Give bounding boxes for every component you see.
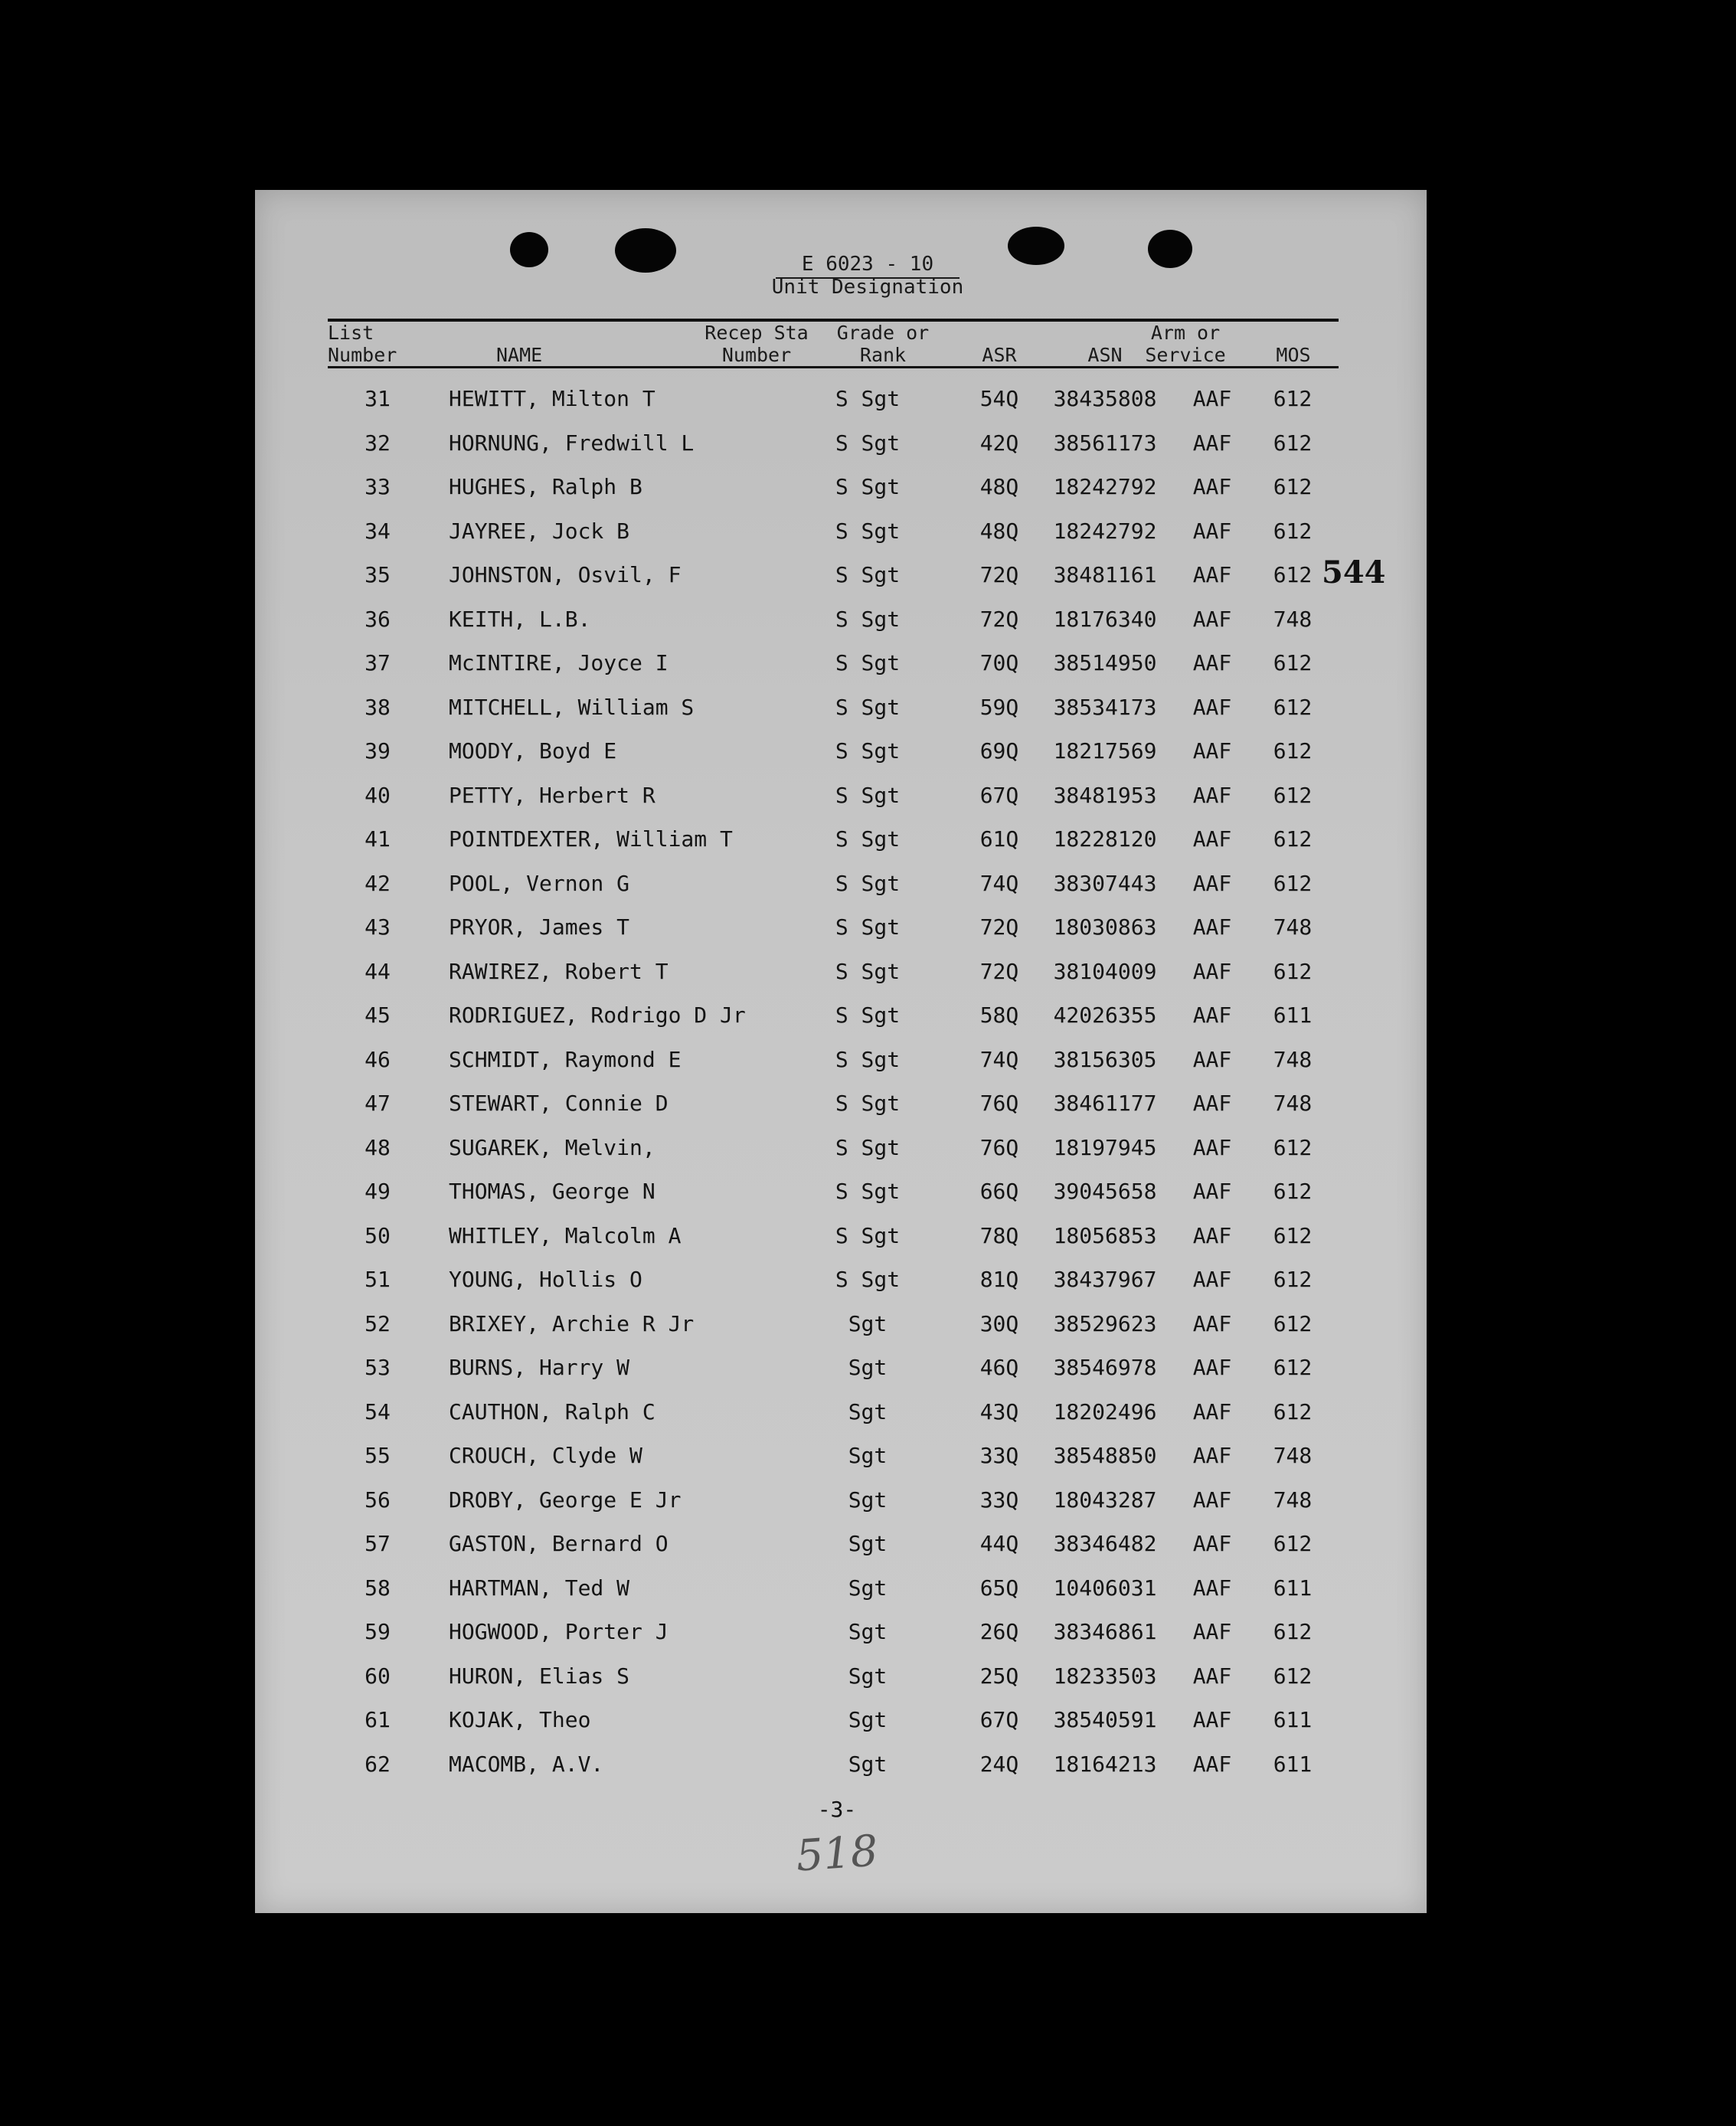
mos-cell: 612 [1273, 782, 1313, 808]
table-row [255, 386, 1427, 417]
asn-cell: 18242792 [1053, 474, 1157, 499]
header-name: NAME [496, 344, 543, 366]
header-list-number: List Number [328, 322, 397, 366]
table-row [255, 650, 1427, 681]
list-number-cell: 50 [365, 1222, 391, 1248]
name-cell: POOL, Vernon G [449, 870, 630, 896]
punch-hole [510, 232, 548, 267]
grade-cell: Sgt [848, 1619, 888, 1644]
asn-cell: 38546978 [1053, 1355, 1157, 1380]
asr-cell: 48Q [979, 518, 1019, 544]
asr-cell: 72Q [979, 914, 1019, 940]
grade-cell: S Sgt [835, 958, 901, 984]
asn-cell: 38156305 [1053, 1046, 1157, 1072]
arm-service-cell: AAF [1192, 958, 1232, 984]
mos-cell: 612 [1273, 738, 1313, 764]
mos-cell: 612 [1273, 1310, 1313, 1336]
header-asn: ASN [1087, 344, 1123, 366]
name-cell: JOHNSTON, Osvil, F [449, 562, 682, 587]
arm-service-cell: AAF [1192, 650, 1232, 675]
asr-cell: 30Q [979, 1310, 1019, 1336]
arm-service-cell: AAF [1192, 606, 1232, 632]
grade-cell: Sgt [848, 1355, 888, 1380]
name-cell: HEWITT, Milton T [449, 386, 655, 411]
asr-cell: 72Q [979, 562, 1019, 587]
table-row [255, 826, 1427, 857]
grade-cell: S Sgt [835, 694, 901, 720]
asn-cell: 38104009 [1053, 958, 1157, 984]
asn-cell: 18176340 [1053, 606, 1157, 632]
page-number: -3- [817, 1797, 857, 1822]
list-number-cell: 58 [365, 1575, 391, 1601]
name-cell: HUGHES, Ralph B [449, 474, 642, 499]
list-number-cell: 36 [365, 606, 391, 632]
list-number-cell: 48 [365, 1134, 391, 1160]
grade-cell: Sgt [848, 1310, 888, 1336]
grade-cell: S Sgt [835, 1134, 901, 1160]
list-number-cell: 37 [365, 650, 391, 675]
asn-cell: 38540591 [1053, 1707, 1157, 1732]
table-row [255, 1135, 1427, 1166]
asn-cell: 18242792 [1053, 518, 1157, 544]
mos-cell: 612 [1273, 1531, 1313, 1556]
arm-service-cell: AAF [1192, 1487, 1232, 1513]
table-row [255, 607, 1427, 637]
mos-cell: 612 [1273, 1267, 1313, 1292]
asr-cell: 26Q [979, 1619, 1019, 1644]
list-number-cell: 62 [365, 1751, 391, 1777]
header-recep-sta: Recep Sta Number [705, 322, 809, 366]
grade-cell: S Sgt [835, 1046, 901, 1072]
name-cell: JAYREE, Jock B [449, 518, 630, 544]
arm-service-cell: AAF [1192, 1179, 1232, 1204]
name-cell: STEWART, Connie D [449, 1091, 669, 1116]
document-page [255, 190, 1427, 1913]
mos-cell: 612 [1273, 826, 1313, 852]
list-number-cell: 39 [365, 738, 391, 764]
table-row [255, 1531, 1427, 1562]
name-cell: BURNS, Harry W [449, 1355, 630, 1380]
table-row [255, 871, 1427, 901]
list-number-cell: 43 [365, 914, 391, 940]
mos-cell: 612 [1273, 1134, 1313, 1160]
grade-cell: S Sgt [835, 1267, 901, 1292]
table-row [255, 1707, 1427, 1738]
grade-cell: S Sgt [835, 1091, 901, 1116]
name-cell: MACOMB, A.V. [449, 1751, 604, 1777]
asn-cell: 18197945 [1053, 1134, 1157, 1160]
grade-cell: S Sgt [835, 562, 901, 587]
table-row [255, 1047, 1427, 1078]
mos-cell: 612 [1273, 870, 1313, 896]
table-row [255, 783, 1427, 813]
name-cell: RODRIGUEZ, Rodrigo D Jr [449, 1002, 746, 1028]
asr-cell: 69Q [979, 738, 1019, 764]
asr-cell: 33Q [979, 1443, 1019, 1468]
asr-cell: 67Q [979, 1707, 1019, 1732]
table-row [255, 430, 1427, 461]
handwritten-number: 518 [794, 1826, 880, 1882]
mos-cell: 611 [1273, 1707, 1313, 1732]
arm-service-cell: AAF [1192, 870, 1232, 896]
grade-cell: Sgt [848, 1398, 888, 1424]
grade-cell: S Sgt [835, 1002, 901, 1028]
asr-cell: 72Q [979, 606, 1019, 632]
grade-cell: S Sgt [835, 914, 901, 940]
grade-cell: S Sgt [835, 386, 901, 411]
punch-hole [1008, 227, 1064, 265]
list-number-cell: 41 [365, 826, 391, 852]
arm-service-cell: AAF [1192, 562, 1232, 587]
asr-cell: 76Q [979, 1134, 1019, 1160]
asr-cell: 48Q [979, 474, 1019, 499]
list-number-cell: 45 [365, 1002, 391, 1028]
grade-cell: Sgt [848, 1443, 888, 1468]
arm-service-cell: AAF [1192, 1398, 1232, 1424]
asn-cell: 38346482 [1053, 1531, 1157, 1556]
arm-service-cell: AAF [1192, 474, 1232, 499]
asn-cell: 38481953 [1053, 782, 1157, 808]
header-mos: MOS [1276, 344, 1311, 366]
grade-cell: S Sgt [835, 1222, 901, 1248]
mos-cell: 612 [1273, 958, 1313, 984]
asr-cell: 59Q [979, 694, 1019, 720]
mos-cell: 612 [1273, 386, 1313, 411]
mos-cell: 612 [1273, 1222, 1313, 1248]
header-arm-service: Arm or Service [1145, 322, 1226, 366]
list-number-cell: 51 [365, 1267, 391, 1292]
name-cell: PRYOR, James T [449, 914, 630, 940]
list-number-cell: 31 [365, 386, 391, 411]
name-cell: HARTMAN, Ted W [449, 1575, 630, 1601]
name-cell: MOODY, Boyd E [449, 738, 617, 764]
grade-cell: S Sgt [835, 606, 901, 632]
asn-cell: 18030863 [1053, 914, 1157, 940]
punch-hole [615, 228, 676, 273]
list-number-cell: 57 [365, 1531, 391, 1556]
asn-cell: 38514950 [1053, 650, 1157, 675]
table-row [255, 1399, 1427, 1430]
mos-cell: 748 [1273, 914, 1313, 940]
mos-cell: 611 [1273, 1575, 1313, 1601]
table-row [255, 1751, 1427, 1782]
asn-cell: 18056853 [1053, 1222, 1157, 1248]
mos-cell: 612 [1273, 1179, 1313, 1204]
mos-cell: 612 [1273, 430, 1313, 456]
asr-cell: 46Q [979, 1355, 1019, 1380]
mos-cell: 748 [1273, 1091, 1313, 1116]
grade-cell: Sgt [848, 1531, 888, 1556]
list-number-cell: 53 [365, 1355, 391, 1380]
asr-cell: 58Q [979, 1002, 1019, 1028]
grade-cell: Sgt [848, 1575, 888, 1601]
asr-cell: 42Q [979, 430, 1019, 456]
arm-service-cell: AAF [1192, 826, 1232, 852]
name-cell: GASTON, Bernard O [449, 1531, 669, 1556]
header-grade: Grade or Rank [836, 322, 930, 366]
arm-service-cell: AAF [1192, 1222, 1232, 1248]
table-row [255, 695, 1427, 725]
list-number-cell: 49 [365, 1179, 391, 1204]
name-cell: SUGAREK, Melvin, [449, 1134, 655, 1160]
asn-cell: 42026355 [1053, 1002, 1157, 1028]
arm-service-cell: AAF [1192, 518, 1232, 544]
asr-cell: 65Q [979, 1575, 1019, 1601]
table-row [255, 1002, 1427, 1033]
table-row [255, 1487, 1427, 1518]
asn-cell: 18233503 [1053, 1663, 1157, 1689]
list-number-cell: 52 [365, 1310, 391, 1336]
list-number-cell: 60 [365, 1663, 391, 1689]
table-row [255, 1311, 1427, 1342]
list-number-cell: 61 [365, 1707, 391, 1732]
mos-cell: 612 [1273, 474, 1313, 499]
asn-cell: 39045658 [1053, 1179, 1157, 1204]
asn-cell: 38529623 [1053, 1310, 1157, 1336]
table-row [255, 518, 1427, 549]
arm-service-cell: AAF [1192, 1443, 1232, 1468]
arm-service-cell: AAF [1192, 1310, 1232, 1336]
grade-cell: S Sgt [835, 474, 901, 499]
arm-service-cell: AAF [1192, 1619, 1232, 1644]
list-number-cell: 38 [365, 694, 391, 720]
mos-cell: 612 [1273, 562, 1313, 587]
unit-code: E 6023 - 10 [776, 253, 960, 279]
list-number-cell: 35 [365, 562, 391, 587]
arm-service-cell: AAF [1192, 1707, 1232, 1732]
name-cell: POINTDEXTER, William T [449, 826, 733, 852]
grade-cell: S Sgt [835, 870, 901, 896]
name-cell: KOJAK, Theo [449, 1707, 591, 1732]
table-row [255, 914, 1427, 945]
arm-service-cell: AAF [1192, 1531, 1232, 1556]
asn-cell: 18228120 [1053, 826, 1157, 852]
name-cell: MITCHELL, William S [449, 694, 695, 720]
list-number-cell: 40 [365, 782, 391, 808]
grade-cell: S Sgt [835, 1179, 901, 1204]
asr-cell: 43Q [979, 1398, 1019, 1424]
table-row [255, 1179, 1427, 1209]
grade-cell: S Sgt [835, 826, 901, 852]
mos-cell: 612 [1273, 1355, 1313, 1380]
name-cell: PETTY, Herbert R [449, 782, 655, 808]
arm-service-cell: AAF [1192, 1663, 1232, 1689]
name-cell: HOGWOOD, Porter J [449, 1619, 669, 1644]
mos-cell: 611 [1273, 1002, 1313, 1028]
asn-cell: 38435808 [1053, 386, 1157, 411]
table-row [255, 1575, 1427, 1606]
name-cell: CROUCH, Clyde W [449, 1443, 642, 1468]
grade-cell: S Sgt [835, 518, 901, 544]
list-number-cell: 47 [365, 1091, 391, 1116]
table-row [255, 1223, 1427, 1254]
list-number-cell: 56 [365, 1487, 391, 1513]
table-row [255, 1663, 1427, 1694]
arm-service-cell: AAF [1192, 386, 1232, 411]
asr-cell: 76Q [979, 1091, 1019, 1116]
unit-label: Unit Designation [771, 276, 964, 299]
asn-cell: 38307443 [1053, 870, 1157, 896]
arm-service-cell: AAF [1192, 782, 1232, 808]
mos-cell: 748 [1273, 1443, 1313, 1468]
name-cell: RAWIREZ, Robert T [449, 958, 669, 984]
asr-cell: 44Q [979, 1531, 1019, 1556]
asr-cell: 74Q [979, 870, 1019, 896]
mos-cell: 612 [1273, 1398, 1313, 1424]
table-row [255, 562, 1427, 593]
asn-cell: 10406031 [1053, 1575, 1157, 1601]
asr-cell: 33Q [979, 1487, 1019, 1513]
asn-cell: 38346861 [1053, 1619, 1157, 1644]
list-number-cell: 42 [365, 870, 391, 896]
asr-cell: 61Q [979, 826, 1019, 852]
mos-cell: 612 [1273, 518, 1313, 544]
mos-cell: 748 [1273, 1487, 1313, 1513]
list-number-cell: 55 [365, 1443, 391, 1468]
asr-cell: 81Q [979, 1267, 1019, 1292]
asr-cell: 70Q [979, 650, 1019, 675]
grade-cell: Sgt [848, 1487, 888, 1513]
asr-cell: 78Q [979, 1222, 1019, 1248]
mos-cell: 748 [1273, 606, 1313, 632]
arm-service-cell: AAF [1192, 430, 1232, 456]
asr-cell: 72Q [979, 958, 1019, 984]
asn-cell: 38437967 [1053, 1267, 1157, 1292]
punch-hole [1148, 230, 1192, 268]
asr-cell: 25Q [979, 1663, 1019, 1689]
stamp-number: 544 [1322, 554, 1386, 590]
arm-service-cell: AAF [1192, 1134, 1232, 1160]
name-cell: THOMAS, George N [449, 1179, 655, 1204]
asn-cell: 38534173 [1053, 694, 1157, 720]
header-bottom-rule [328, 366, 1339, 368]
list-number-cell: 34 [365, 518, 391, 544]
list-number-cell: 33 [365, 474, 391, 499]
table-row [255, 474, 1427, 505]
arm-service-cell: AAF [1192, 1355, 1232, 1380]
asr-cell: 67Q [979, 782, 1019, 808]
table-row [255, 1355, 1427, 1385]
asr-cell: 54Q [979, 386, 1019, 411]
grade-cell: S Sgt [835, 738, 901, 764]
header-asr: ASR [982, 344, 1017, 366]
list-number-cell: 54 [365, 1398, 391, 1424]
list-number-cell: 32 [365, 430, 391, 456]
name-cell: BRIXEY, Archie R Jr [449, 1310, 695, 1336]
asn-cell: 18043287 [1053, 1487, 1157, 1513]
arm-service-cell: AAF [1192, 1575, 1232, 1601]
asn-cell: 38461177 [1053, 1091, 1157, 1116]
arm-service-cell: AAF [1192, 914, 1232, 940]
name-cell: YOUNG, Hollis O [449, 1267, 642, 1292]
table-row [255, 1443, 1427, 1473]
grade-cell: S Sgt [835, 430, 901, 456]
table-row [255, 959, 1427, 989]
mos-cell: 748 [1273, 1046, 1313, 1072]
asr-cell: 66Q [979, 1179, 1019, 1204]
name-cell: WHITLEY, Malcolm A [449, 1222, 682, 1248]
asn-cell: 18202496 [1053, 1398, 1157, 1424]
arm-service-cell: AAF [1192, 1751, 1232, 1777]
arm-service-cell: AAF [1192, 1002, 1232, 1028]
asn-cell: 38548850 [1053, 1443, 1157, 1468]
arm-service-cell: AAF [1192, 1046, 1232, 1072]
name-cell: CAUTHON, Ralph C [449, 1398, 655, 1424]
asr-cell: 24Q [979, 1751, 1019, 1777]
table-row [255, 1091, 1427, 1121]
grade-cell: Sgt [848, 1663, 888, 1689]
asn-cell: 38481161 [1053, 562, 1157, 587]
mos-cell: 612 [1273, 1619, 1313, 1644]
table-row [255, 1619, 1427, 1650]
asn-cell: 18217569 [1053, 738, 1157, 764]
arm-service-cell: AAF [1192, 738, 1232, 764]
asr-cell: 74Q [979, 1046, 1019, 1072]
mos-cell: 612 [1273, 694, 1313, 720]
grade-cell: Sgt [848, 1751, 888, 1777]
name-cell: HURON, Elias S [449, 1663, 630, 1689]
arm-service-cell: AAF [1192, 1267, 1232, 1292]
list-number-cell: 44 [365, 958, 391, 984]
name-cell: HORNUNG, Fredwill L [449, 430, 695, 456]
arm-service-cell: AAF [1192, 1091, 1232, 1116]
arm-service-cell: AAF [1192, 694, 1232, 720]
table-row [255, 1267, 1427, 1297]
asn-cell: 18164213 [1053, 1751, 1157, 1777]
grade-cell: S Sgt [835, 650, 901, 675]
mos-cell: 612 [1273, 1663, 1313, 1689]
mos-cell: 611 [1273, 1751, 1313, 1777]
name-cell: McINTIRE, Joyce I [449, 650, 669, 675]
name-cell: DROBY, George E Jr [449, 1487, 682, 1513]
grade-cell: Sgt [848, 1707, 888, 1732]
asn-cell: 38561173 [1053, 430, 1157, 456]
name-cell: SCHMIDT, Raymond E [449, 1046, 682, 1072]
name-cell: KEITH, L.B. [449, 606, 591, 632]
list-number-cell: 46 [365, 1046, 391, 1072]
table-row [255, 738, 1427, 769]
grade-cell: S Sgt [835, 782, 901, 808]
list-number-cell: 59 [365, 1619, 391, 1644]
mos-cell: 612 [1273, 650, 1313, 675]
